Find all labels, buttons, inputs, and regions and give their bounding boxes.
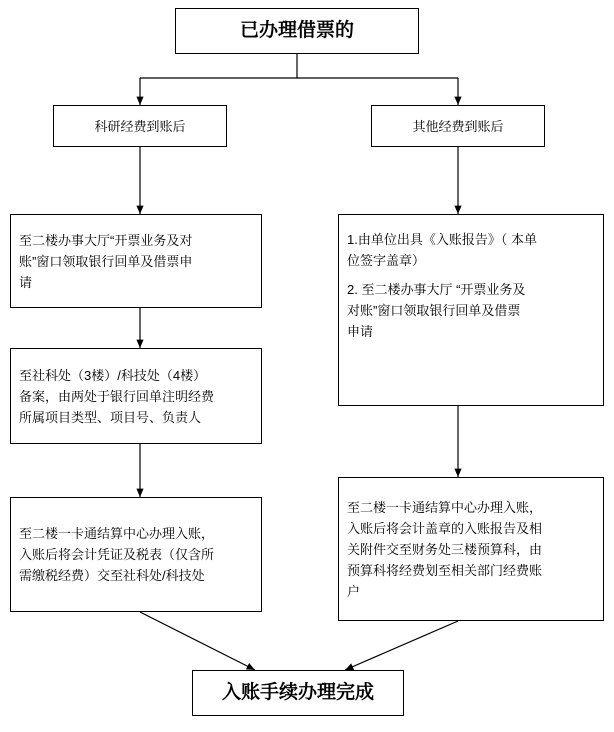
node-right-step-2 xyxy=(338,477,604,621)
node-title-label: 已办理借票的 xyxy=(239,20,354,41)
node-left-step-1-line-2: 账”窗口领取银行回单及借票申 xyxy=(19,253,193,269)
node-branch-right-label: 其他经费到账后 xyxy=(412,118,504,134)
node-right-step-1-spacer xyxy=(347,271,595,279)
node-branch-left-label: 科研经费到账后 xyxy=(94,118,186,134)
node-right-step-1-line-1: 1.由单位出具《入账报告》（ 本单 xyxy=(347,232,537,247)
node-left-step-3-line-1: 至二楼一卡通结算中心办理入账， xyxy=(19,526,215,541)
node-right-step-1-line-5: 申请 xyxy=(347,324,374,339)
node-end-label: 入账手续办理完成 xyxy=(221,682,374,703)
node-right-step-1-line-3: 2. 至二楼办事大厅 “开票业务及 xyxy=(347,282,526,297)
node-end xyxy=(192,670,404,716)
node-right-step-1-line-2: 位签字盖章） xyxy=(347,253,426,268)
node-left-step-2-line-1: 至社科处（3楼）/科技处（4楼） xyxy=(19,367,207,383)
node-right-step-2-line-1: 至二楼一卡通结算中心办理入账， xyxy=(347,499,543,515)
node-left-step-2-line-2: 备案，由两处于银行回单注明经费 xyxy=(19,388,215,404)
node-right-step-1 xyxy=(338,214,604,406)
node-left-step-1-line-1: 至二楼办事大厅“开票业务及对 xyxy=(19,232,193,248)
node-right-step-2-line-4: 预算科将经费划至相关部门经费账 xyxy=(347,562,543,578)
node-branch-left xyxy=(53,105,227,147)
node-right-step-2-line-2: 入账后将会计盖章的入账报告及相 xyxy=(347,520,543,536)
node-title xyxy=(175,8,419,54)
node-left-step-3-line-2: 入账后将会计凭证及税表（仅含所 xyxy=(19,547,215,562)
node-right-step-1-line-4: 对账”窗口领取银行回单及借票 xyxy=(347,303,521,318)
node-left-step-2 xyxy=(10,348,262,444)
node-left-step-1-line-3: 请 xyxy=(19,274,33,290)
node-left-step-2-line-3: 所属项目类型、项目号、负责人 xyxy=(19,409,202,425)
node-left-step-3-line-3: 需缴税经费）交至社科处/科技处 xyxy=(19,568,205,583)
node-right-step-2-line-3: 关附件交至财务处三楼预算科，由 xyxy=(347,541,543,557)
node-left-step-1 xyxy=(10,214,262,308)
node-left-step-3 xyxy=(10,497,262,612)
node-right-step-2-line-5: 户 xyxy=(347,583,361,599)
node-branch-right xyxy=(371,105,545,147)
